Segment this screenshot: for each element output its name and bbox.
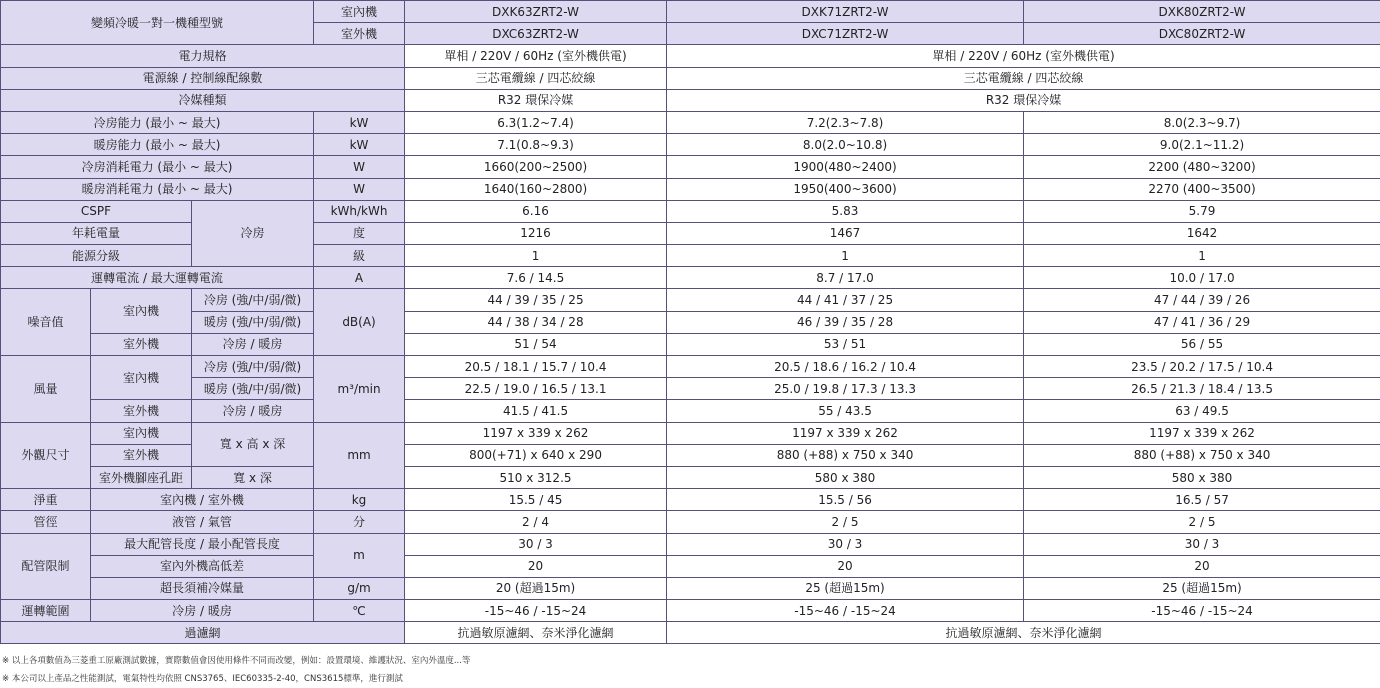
cell-value: 63 / 49.5 [1024,400,1380,422]
sub-label: 室內機 [91,422,192,444]
unit-cell: kg [314,489,405,511]
table-row [1,45,1380,67]
row-label: 運轉範圍 [1,600,91,622]
table-row [1,333,1380,355]
model-outdoor-1: DXC63ZRT2-W [405,23,667,45]
table-title: 變頻冷暖一對一機種型號 [1,1,314,45]
cell-value: 7.6 / 14.5 [405,267,667,289]
table-row [1,489,1380,511]
table-row [1,400,1380,422]
group-label: 冷房 [192,200,314,267]
table-row [1,156,1380,178]
indoor-label: 室內機 [314,1,405,23]
cell-value: 880 (+88) x 750 x 340 [1024,444,1380,466]
cell-value: 26.5 / 21.3 / 18.4 / 13.5 [1024,378,1380,400]
table-row [1,511,1380,533]
sub-label: 室內機 / 室外機 [91,489,314,511]
sub-label: 冷房 (強/中/弱/微) [192,356,314,378]
cell-value: -15~46 / -15~24 [667,600,1024,622]
unit-cell: kW [314,111,405,133]
row-label: 淨重 [1,489,91,511]
cell-value: 2 / 5 [667,511,1024,533]
model-indoor-1: DXK63ZRT2-W [405,1,667,23]
unit-cell: m³/min [314,356,405,423]
cell-value: 8.0(2.0~10.8) [667,134,1024,156]
unit-cell: g/m [314,577,405,599]
unit-cell: W [314,178,405,200]
group-label: 外觀尺寸 [1,422,91,489]
cell-value: 800(+71) x 640 x 290 [405,444,667,466]
table-row [1,533,1380,555]
sub-label: 寬 x 高 x 深 [192,422,314,466]
outdoor-label: 室外機 [314,23,405,45]
table-row [1,134,1380,156]
cell-value: 7.1(0.8~9.3) [405,134,667,156]
cell-value: -15~46 / -15~24 [405,600,667,622]
cell-value: 56 / 55 [1024,333,1380,355]
row-label: CSPF [1,200,192,222]
cell-value: 單相 / 220V / 60Hz (室外機供電) [405,45,667,67]
sub-label: 室內機 [91,289,192,333]
cell-value: R32 環保冷媒 [667,89,1380,111]
footnote: ※ 本公司以上產品之性能測試，電氣特性均依照 CNS3765、IEC60335-2-40，CNS3615標準，進行測試 [2,670,470,688]
cell-value: R32 環保冷媒 [405,89,667,111]
cell-value: 1 [405,245,667,267]
table-row [1,466,1380,488]
cell-value: 6.3(1.2~7.4) [405,111,667,133]
table-row [1,178,1380,200]
cell-value: 7.2(2.3~7.8) [667,111,1024,133]
unit-cell: 度 [314,222,405,244]
cell-value: 20 (超過15m) [405,577,667,599]
row-label: 管徑 [1,511,91,533]
unit-cell: A [314,267,405,289]
cell-value: 2270 (400~3500) [1024,178,1380,200]
cell-value: 55 / 43.5 [667,400,1024,422]
cell-value: 三芯電纜線 / 四芯絞線 [667,67,1380,89]
cell-value: 8.0(2.3~9.7) [1024,111,1380,133]
sub-label: 冷房 / 暖房 [91,600,314,622]
table-row [1,555,1380,577]
footnote: ※ 以上各項數值為三菱重工原廠測試數據，實際數值會因使用條件不同而改變，例如：設置環境、維護狀況、室內外溫度...等 [2,652,470,670]
cell-value: 30 / 3 [667,533,1024,555]
cell-value: 6.16 [405,200,667,222]
cell-value: 44 / 39 / 35 / 25 [405,289,667,311]
table-row [1,200,1380,222]
sub-label: 暖房 (強/中/弱/微) [192,378,314,400]
sub-label: 最大配管長度 / 最小配管長度 [91,533,314,555]
table-row [1,600,1380,622]
cell-value: 1197 x 339 x 262 [667,422,1024,444]
sub-label: 暖房 (強/中/弱/微) [192,311,314,333]
cell-value: 15.5 / 45 [405,489,667,511]
cell-value: 1660(200~2500) [405,156,667,178]
row-label: 電力規格 [1,45,405,67]
sub-label: 室外機腳座孔距 [91,466,192,488]
cell-value: 1900(480~2400) [667,156,1024,178]
cell-value: -15~46 / -15~24 [1024,600,1380,622]
row-label: 過濾網 [1,622,405,644]
cell-value: 30 / 3 [1024,533,1380,555]
table-row [1,289,1380,311]
cell-value: 44 / 38 / 34 / 28 [405,311,667,333]
cell-value: 1640(160~2800) [405,178,667,200]
cell-value: 5.83 [667,200,1024,222]
cell-value: 53 / 51 [667,333,1024,355]
model-outdoor-2: DXC71ZRT2-W [667,23,1024,45]
cell-value: 25 (超過15m) [1024,577,1380,599]
sub-label: 室內外機高低差 [91,555,314,577]
cell-value: 510 x 312.5 [405,466,667,488]
cell-value: 1950(400~3600) [667,178,1024,200]
unit-cell: 分 [314,511,405,533]
cell-value: 44 / 41 / 37 / 25 [667,289,1024,311]
row-label: 冷房能力 (最小 ~ 最大) [1,111,314,133]
cell-value: 2 / 4 [405,511,667,533]
cell-value: 三芯電纜線 / 四芯絞線 [405,67,667,89]
cell-value: 580 x 380 [1024,466,1380,488]
cell-value: 20 [1024,555,1380,577]
table-row [1,422,1380,444]
unit-cell: kWh/kWh [314,200,405,222]
model-row-indoor [1,1,1380,23]
cell-value: 47 / 41 / 36 / 29 [1024,311,1380,333]
sub-label: 寬 x 深 [192,466,314,488]
cell-value: 51 / 54 [405,333,667,355]
cell-value: 22.5 / 19.0 / 16.5 / 13.1 [405,378,667,400]
table-row [1,378,1380,400]
table-row [1,67,1380,89]
row-label: 運轉電流 / 最大運轉電流 [1,267,314,289]
cell-value: 單相 / 220V / 60Hz (室外機供電) [667,45,1380,67]
unit-cell: 級 [314,245,405,267]
unit-cell: kW [314,134,405,156]
sub-label: 冷房 / 暖房 [192,400,314,422]
table-row [1,267,1380,289]
cell-value: 25.0 / 19.8 / 17.3 / 13.3 [667,378,1024,400]
row-label: 電源線 / 控制線配線數 [1,67,405,89]
table-row [1,577,1380,599]
table-row [1,356,1380,378]
model-indoor-2: DXK71ZRT2-W [667,1,1024,23]
cell-value: 580 x 380 [667,466,1024,488]
cell-value: 9.0(2.1~11.2) [1024,134,1380,156]
footnotes [2,652,470,688]
row-label: 暖房能力 (最小 ~ 最大) [1,134,314,156]
cell-value: 1197 x 339 x 262 [1024,422,1380,444]
cell-value: 880 (+88) x 750 x 340 [667,444,1024,466]
cell-value: 47 / 44 / 39 / 26 [1024,289,1380,311]
row-label: 暖房消耗電力 (最小 ~ 最大) [1,178,314,200]
cell-value: 20.5 / 18.1 / 15.7 / 10.4 [405,356,667,378]
cell-value: 20.5 / 18.6 / 16.2 / 10.4 [667,356,1024,378]
cell-value: 抗過敏原濾網、奈米淨化濾網 [405,622,667,644]
model-indoor-3: DXK80ZRT2-W [1024,1,1380,23]
cell-value: 1 [1024,245,1380,267]
cell-value: 41.5 / 41.5 [405,400,667,422]
sub-label: 室內機 [91,356,192,400]
table-row [1,311,1380,333]
unit-cell: dB(A) [314,289,405,356]
cell-value: 2 / 5 [1024,511,1380,533]
cell-value: 1 [667,245,1024,267]
cell-value: 1642 [1024,222,1380,244]
sub-label: 超長須補冷媒量 [91,577,314,599]
model-outdoor-3: DXC80ZRT2-W [1024,23,1380,45]
row-label: 能源分級 [1,245,192,267]
cell-value: 20 [405,555,667,577]
row-label: 冷媒種類 [1,89,405,111]
sub-label: 室外機 [91,444,192,466]
cell-value: 46 / 39 / 35 / 28 [667,311,1024,333]
unit-cell: W [314,156,405,178]
cell-value: 2200 (480~3200) [1024,156,1380,178]
row-label: 年耗電量 [1,222,192,244]
cell-value: 抗過敏原濾網、奈米淨化濾網 [667,622,1380,644]
cell-value: 15.5 / 56 [667,489,1024,511]
table-row [1,89,1380,111]
unit-cell: mm [314,422,405,489]
sub-label: 室外機 [91,400,192,422]
cell-value: 16.5 / 57 [1024,489,1380,511]
cell-value: 30 / 3 [405,533,667,555]
cell-value: 25 (超過15m) [667,577,1024,599]
group-label: 配管限制 [1,533,91,600]
cell-value: 8.7 / 17.0 [667,267,1024,289]
cell-value: 23.5 / 20.2 / 17.5 / 10.4 [1024,356,1380,378]
sub-label: 冷房 / 暖房 [192,333,314,355]
sub-label: 冷房 (強/中/弱/微) [192,289,314,311]
unit-cell: m [314,533,405,577]
cell-value: 1216 [405,222,667,244]
sub-label: 室外機 [91,333,192,355]
row-label: 冷房消耗電力 (最小 ~ 最大) [1,156,314,178]
sub-label: 液管 / 氣管 [91,511,314,533]
group-label: 噪音值 [1,289,91,356]
cell-value: 1467 [667,222,1024,244]
cell-value: 1197 x 339 x 262 [405,422,667,444]
unit-cell: ℃ [314,600,405,622]
table-row [1,111,1380,133]
cell-value: 10.0 / 17.0 [1024,267,1380,289]
cell-value: 20 [667,555,1024,577]
cell-value: 5.79 [1024,200,1380,222]
table-row [1,622,1380,644]
group-label: 風量 [1,356,91,423]
